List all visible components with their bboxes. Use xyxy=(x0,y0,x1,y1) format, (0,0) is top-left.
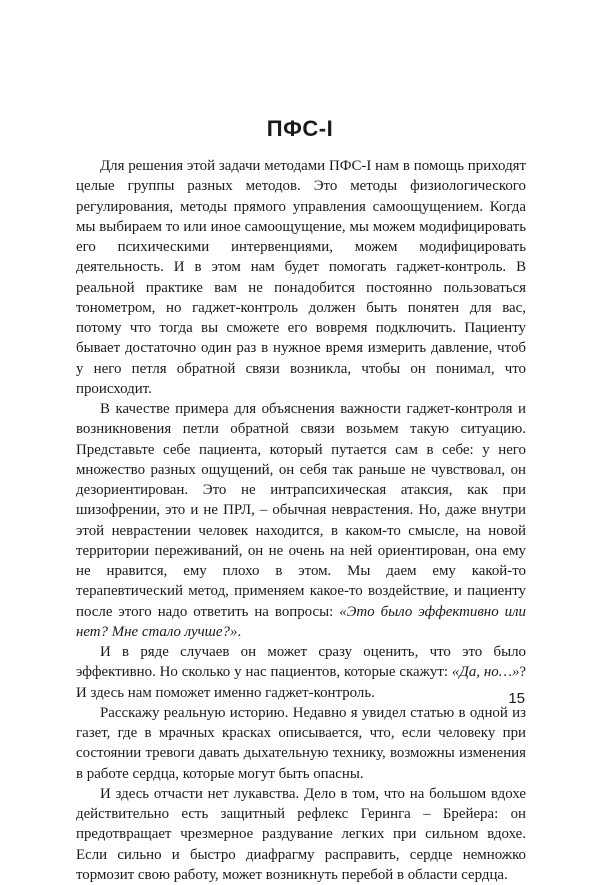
paragraph-5-text: И здесь отчасти нет лукавства. Дело в том, что на большом вдохе действительно есть защитный рефлекс Геринга – Брейера: он предотвращает чрезмерное раздувание легких при сильном вдохе. Если сильно и быстро диафрагму расправить, сердце немножко тормозит свою работу, может возникнуть перебой в области сердца. xyxy=(76,785,526,883)
paragraph-1-text: Для решения этой задачи методами ПФС-I нам в помощь приходят целые группы разных методов. Это методы физиологического регулирования, методы прямого управления самоощущением. Когда мы выбираем то или иное самоощущение, мы можем модифицировать его психическими интервенциями, можем модифицировать деятельность. И в этом нам будет помогать гаджет-контроль. В реальной практике вам не понадобится постоянно пользоваться тонометром, но гаджет-контроль должен быть понятен для вас, потому что тогда вы сможете его вовремя подключить. Пациенту бывает достаточно один раз в нужное время измерить давление, чтоб у него петля обратной связи возникла, чтобы он понимал, что происходит. xyxy=(76,158,526,397)
page-title: ПФС-I xyxy=(266,116,334,141)
paragraph-3-quote: «Да, но…» xyxy=(451,664,520,681)
paragraph-4-text: Расскажу реальную историю. Недавно я увидел статью в одной из газет, где в мрачных красках описывается, что, если человеку при состоянии тревоги давать дыхательную технику, возможны изменения в работе сердца, которые могут быть опасны. xyxy=(76,704,526,782)
paragraph-3-tail: ? И здесь нам поможет именно гаджет-контроль. xyxy=(76,664,526,701)
page-number: 15 xyxy=(508,690,525,707)
paragraph-3-text: И в ряде случаев он может сразу оценить, что это было эффективно. Но сколько у нас пациентов, которые скажут: xyxy=(76,644,526,681)
paragraph-1 xyxy=(76,156,526,399)
paragraph-2-quote: «Это было эффективно или нет? Мне стало лучше?» xyxy=(76,603,526,640)
paragraph-2-text: В качестве примера для объяснения важности гаджет-контроля и возникновения петли обратной связи возьмем такую ситуацию. Представьте себе пациента, который путается сам в себе: у него множество разных ощущений, он себя так раньше не чувствовал, он дезориентирован. Это не интрапсихическая атаксия, как при шизофрении, это и не ПРЛ, – обычная неврастения. Но, даже внутри этой неврастении человек находится, в каком-то смысле, на новой территории переживаний, он не очень на ней ориентирован, она ему не нравится, ему плохо в этом. Мы даем ему какой-то терапевтический метод, применяем какое-то воздействие, и пациенту после этого надо ответить на вопросы: xyxy=(76,401,526,620)
paragraph-2-tail: . xyxy=(237,623,242,640)
paragraph-4 xyxy=(76,703,526,784)
paragraph-2 xyxy=(76,399,526,642)
paragraph-5 xyxy=(76,784,526,885)
body-text xyxy=(76,156,526,885)
